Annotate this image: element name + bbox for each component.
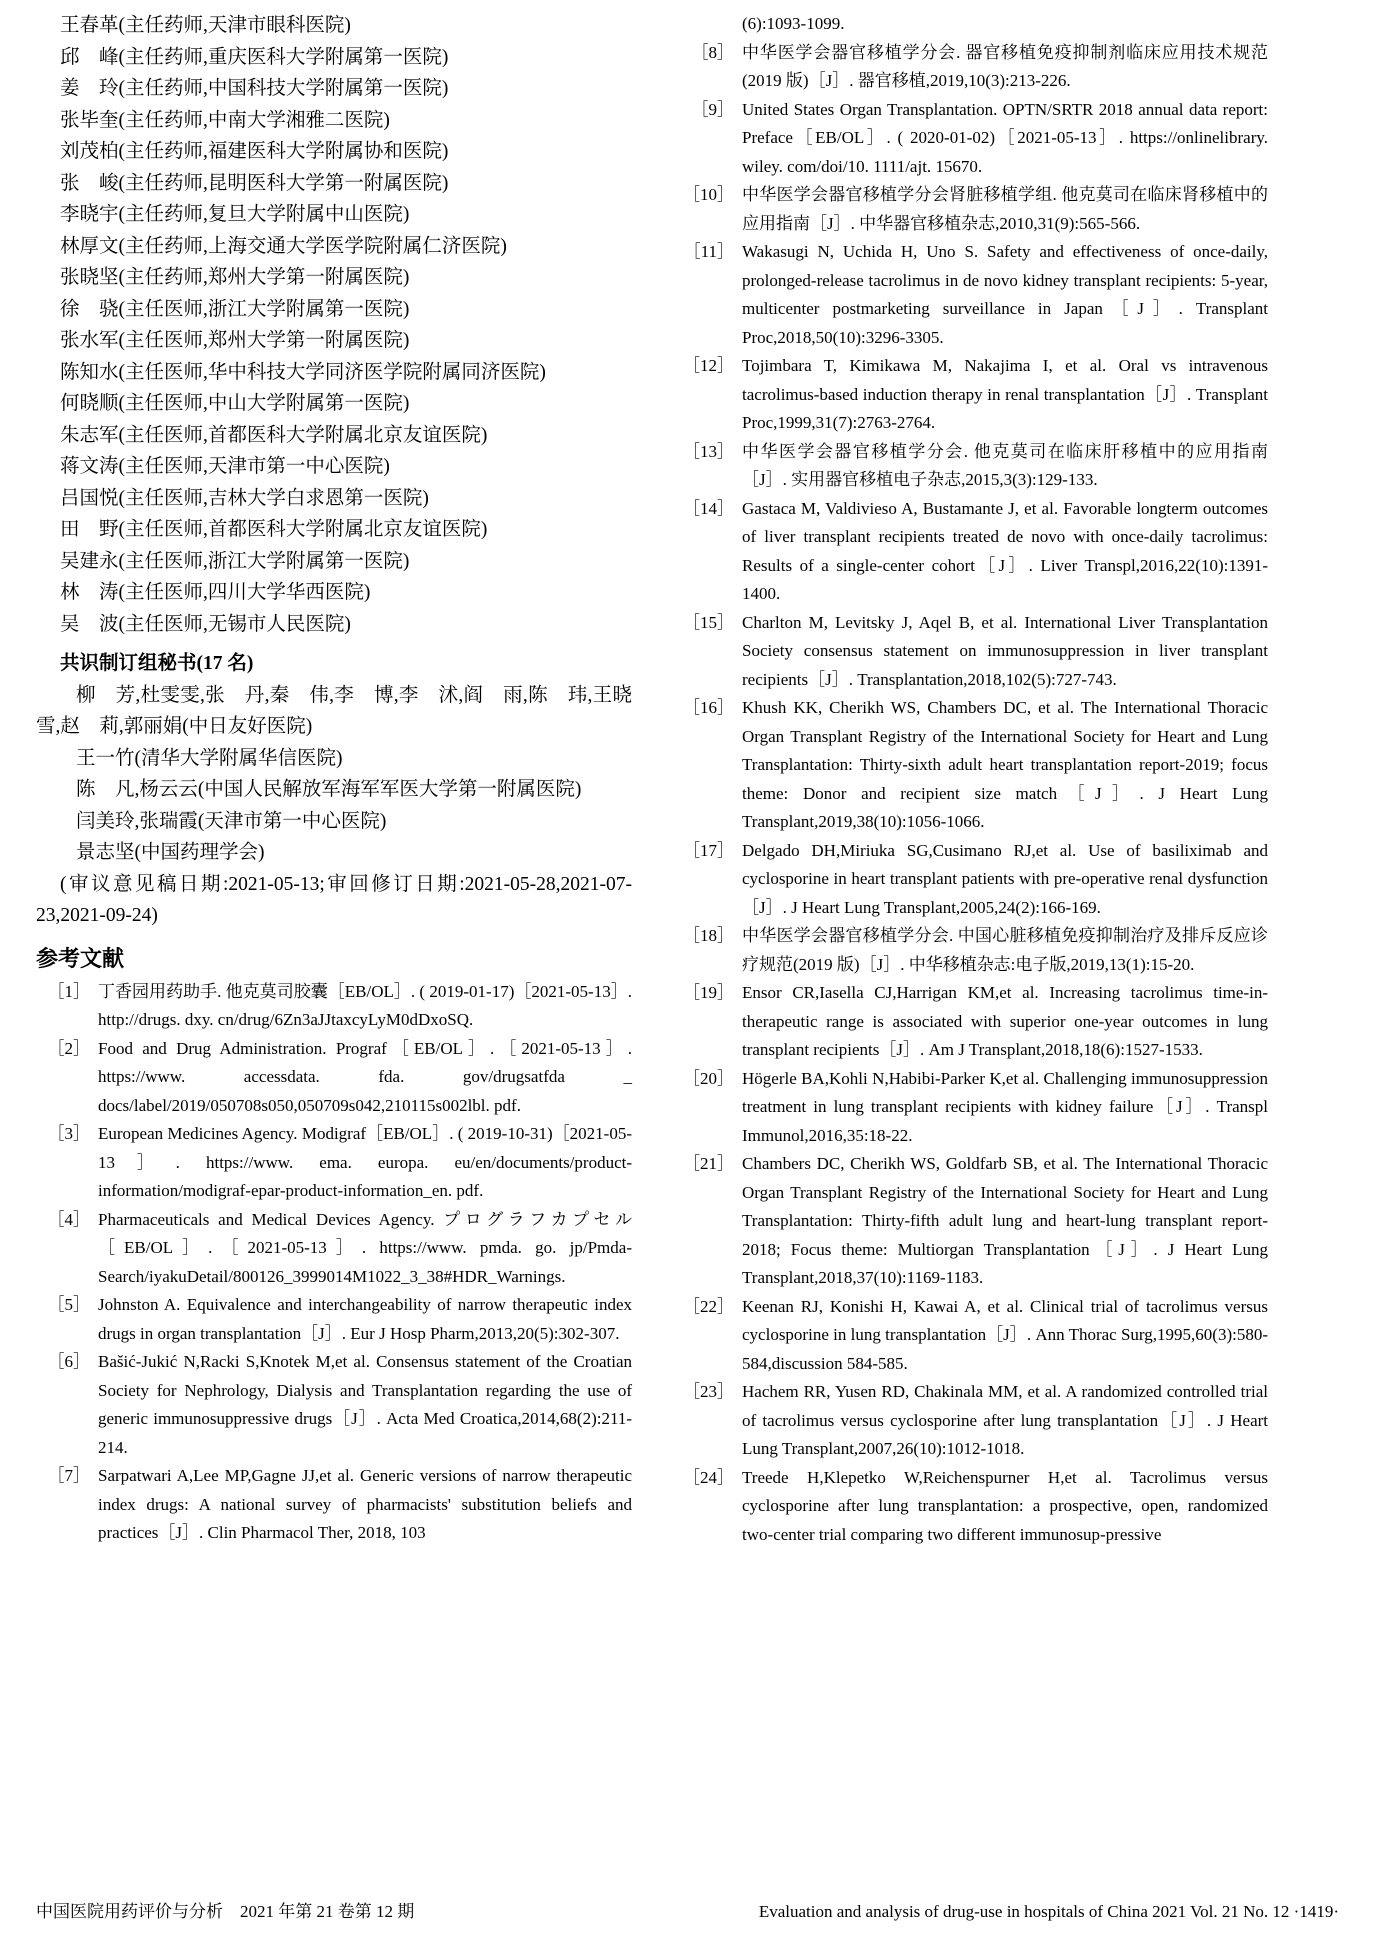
list-item: 田 野(主任医师,首都医科大学附属北京友谊医院) — [60, 519, 488, 540]
list-item: 吕国悦(主任医师,吉林大学白求恩第一医院) — [60, 487, 429, 509]
secretary-paragraph: 闫美玲,张瑞霞(天津市第一中心医院) — [76, 810, 387, 832]
reference-text: European Medicines Agency. Modigraf［EB/OL］. ( 2019-10-31)［2021-05-13］. https://www. ema. europa. eu/en/documents/product-information/modigraf-epar-product-information_en. pdf. — [98, 1124, 632, 1200]
secretary-heading: 共识制订组秘书(17 名) — [60, 653, 254, 674]
reference-text: Charlton M, Levitsky J, Aqel B, et al. International Liver Transplantation Society consensus statement on immunosuppression in liver transplant recipients［J］. Transplantation,2018,102(5):727-743. — [742, 612, 1268, 689]
reference-number: ［3］ — [47, 1124, 90, 1143]
list-item: 吴建永(主任医师,浙江大学附属第一医院) — [60, 550, 410, 572]
list-item: 王春革(主任药师,天津市眼科医院) — [60, 15, 351, 36]
list-item: 林 涛(主任医师,四川大学华西医院) — [60, 582, 371, 603]
reference-text: Delgado DH,Miriuka SG,Cusimano RJ,et al. Use of basiliximab and cyclosporine in heart transplant patients with pre-operative renal dysfunction［J］. J Heart Lung Transplant,2005,24(2):166-169. — [742, 840, 1268, 917]
reference-text: 中华医学会器官移植学分会. 器官移植免疫抑制剂临床应用技术规范(2019 版)［J］. 器官移植,2019,10(3):213-226. — [742, 42, 1268, 90]
reference-number: ［1］ — [47, 981, 90, 1001]
reference-number: ［21］ — [683, 1154, 734, 1173]
right-column — [672, 10, 1268, 1850]
reference-list-right — [672, 39, 1268, 1550]
reference-item — [36, 1291, 632, 1348]
reference-text: Wakasugi N, Uchida H, Uno S. Safety and effectiveness of once-daily, prolonged-release tacrolimus in de novo kidney transplant recipients: 5-year, multicenter postmarketing surveillance in Japan［J］. Transplant Proc,2018,50(10):3296-3305. — [742, 242, 1268, 347]
reference-number: ［13］ — [683, 441, 734, 461]
reference-text: Treede H,Klepetko W,Reichenspurner H,et al. Tacrolimus versus cyclosporine after lung transplantation: a prospective, open, randomized two-center trial comparing two different immunosup-pressive — [742, 1467, 1268, 1544]
reference-text: Hachem RR, Yusen RD, Chakinala MM, et al. A randomized controlled trial of tacrolimus versus cyclosporine after lung transplantation［J］. J Heart Lung Transplant,2007,26(10):1012-1018. — [742, 1382, 1268, 1458]
reference-item — [672, 609, 1268, 695]
reference-number: ［17］ — [683, 840, 734, 860]
list-item: 蒋文涛(主任医师,天津市第一中心医院) — [60, 456, 390, 477]
footer-journal-en: Evaluation and analysis of drug-use in hospitals of China 2021 Vol. 21 No. 12 ·1419· — [758, 1902, 1339, 1921]
reference-text: Högerle BA,Kohli N,Habibi-Parker K,et al. Challenging immunosuppression treatment in lung transplant recipients with kidney failure［J］. Transpl Immunol,2016,35:18-22. — [742, 1068, 1268, 1145]
reference-text: Chambers DC, Cherikh WS, Goldfarb SB, et al. The International Thoracic Organ Transplant Registry of the International Society for Heart and Lung Transplantation: Thirty-fifth adult lung and heart-lung transplant report-2018; Focus theme: Multiorgan Transplantation［J］. J Heart Lung Transplant,2018,37(10):1169-1183. — [742, 1154, 1268, 1287]
reference-number: ［7］ — [47, 1466, 90, 1485]
list-item: 何晓顺(主任医师,中山大学附属第一医院) — [60, 393, 410, 414]
reference-number: ［16］ — [683, 698, 734, 717]
secretary-paragraph: 柳 芳,杜雯雯,张 丹,秦 伟,李 博,李 沭,阎 雨,陈 玮,王晓雪,赵 莉,郭丽娟(中日友好医院) — [36, 684, 632, 737]
reference-number: ［6］ — [47, 1352, 90, 1371]
date-note: (审议意见稿日期:2021-05-13;审回修订日期:2021-05-28,2021-07-23,2021-09-24) — [36, 873, 632, 926]
reference-text: Johnston A. Equivalence and interchangeability of narrow therapeutic index drugs in organ transplantation［J］. Eur J Hosp Pharm,2013,20(5):302-307. — [98, 1295, 632, 1343]
reference-text: Khush KK, Cherikh WS, Chambers DC, et al. The International Thoracic Organ Transplant Registry of the International Society for Heart and Lung Transplantation: Thirty-sixth adult heart transplantation report-2019; focus theme: Donor and recipient size match［J］. J Heart Lung Transplant,2019,38(10):1056-1066. — [742, 698, 1268, 831]
reference-text: Keenan RJ, Konishi H, Kawai A, et al. Clinical trial of tacrolimus versus cyclosporine in lung transplantation［J］. Ann Thorac Surg,1995,60(3):580-584,discussion 584-585. — [742, 1296, 1268, 1373]
reference-text: Gastaca M, Valdivieso A, Bustamante J, et al. Favorable longterm outcomes of liver transplant recipients treated de novo with once-daily tacrolimus: Results of a single-center cohort［J］. Liver Transpl,2016,22(10):1391-1400. — [742, 498, 1268, 603]
list-item: 邱 峰(主任药师,重庆医科大学附属第一医院) — [60, 46, 449, 68]
reference-text: 丁香园用药助手. 他克莫司胶囊［EB/OL］. ( 2019-01-17)［2021-05-13］. http://drugs. dxy. cn/drug/6Zn3aJJtaxcyLyM0dDxoSQ. — [98, 981, 632, 1029]
reference-item — [672, 96, 1268, 182]
list-item: 陈知水(主任医师,华中科技大学同济医学院附属同济医院) — [60, 361, 546, 383]
reference-number: ［15］ — [683, 612, 734, 632]
reference-text: Tojimbara T, Kimikawa M, Nakajima I, et al. Oral vs intravenous tacrolimus-based induction therapy in renal transplantation［J］. Transplant Proc,1999,31(7):2763-2764. — [742, 356, 1268, 432]
reference-number: ［23］ — [683, 1382, 734, 1401]
reference-item — [672, 837, 1268, 923]
reference-number: ［4］ — [47, 1209, 90, 1229]
reference-item — [672, 495, 1268, 609]
reference-item — [672, 352, 1268, 438]
reference-text: 中华医学会器官移植学分会. 中国心脏移植免疫抑制治疗及排斥反应诊疗规范(2019 版)［J］. 中华移植杂志:电子版,2019,13(1):15-20. — [742, 926, 1268, 974]
reference-number: ［24］ — [683, 1467, 734, 1487]
reference-number: ［22］ — [683, 1296, 734, 1316]
reference-number: ［2］ — [47, 1038, 90, 1058]
list-item: 李晓宇(主任药师,复旦大学附属中山医院) — [60, 204, 410, 225]
reference-item — [672, 1065, 1268, 1151]
reference-text: Sarpatwari A,Lee MP,Gagne JJ,et al. Generic versions of narrow therapeutic index drugs: A national survey of pharmacists' substitution beliefs and practices［J］. Clin Pharmacol Ther, 2018, 103 — [98, 1466, 632, 1542]
reference-item — [672, 1378, 1268, 1464]
secretary-paragraph: 陈 凡,杨云云(中国人民解放军海军军医大学第一附属医院) — [76, 779, 582, 800]
reference-number: ［5］ — [47, 1295, 90, 1314]
reference-number: ［19］ — [683, 983, 734, 1002]
reference-item — [672, 438, 1268, 495]
reference-number: ［12］ — [683, 356, 734, 375]
reference-item — [672, 1150, 1268, 1293]
reference-text: (6):1093-1099. — [742, 14, 845, 33]
reference-number: ［14］ — [683, 498, 734, 518]
reference-item — [36, 1035, 632, 1121]
reference-number: ［8］ — [691, 42, 734, 62]
reference-item — [672, 979, 1268, 1065]
reference-item — [672, 238, 1268, 352]
list-item: 张晓坚(主任药师,郑州大学第一附属医院) — [60, 267, 410, 288]
reference-text: United States Organ Transplantation. OPTN/SRTR 2018 annual data report: Preface［EB/OL］. ( 2020-01-02)［2021-05-13］. https://onlinelibrary. wiley. com/doi/10. 1111/ajt. 15670. — [742, 99, 1268, 176]
reference-continuation — [672, 10, 1268, 39]
reference-text: Food and Drug Administration. Prograf［EB/OL］.［2021-05-13］. https://www. accessdata. fda. gov/drugsatfda _ docs/label/2019/050708s050,050709s042,210115s002lbl. pdf. — [98, 1038, 632, 1115]
reference-number: ［11］ — [683, 242, 734, 261]
list-item: 徐 骁(主任医师,浙江大学附属第一医院) — [60, 298, 410, 320]
left-column — [36, 10, 632, 1850]
reference-item — [672, 181, 1268, 238]
two-column-layout — [36, 10, 1339, 1850]
list-item: 张 峻(主任药师,昆明医科大学第一附属医院) — [60, 172, 449, 194]
reference-text: 中华医学会器官移植学分会. 他克莫司在临床肝移植中的应用指南［J］. 实用器官移植电子杂志,2015,3(3):129-133. — [742, 441, 1268, 489]
reference-item — [36, 978, 632, 1035]
secretary-paragraph: 王一竹(清华大学附属华信医院) — [76, 747, 343, 769]
reference-number: ［9］ — [691, 99, 734, 119]
reference-item — [672, 1293, 1268, 1379]
list-item: 林厚文(主任药师,上海交通大学医学院附属仁济医院) — [60, 235, 507, 257]
reference-text: Bašić-Jukić N,Racki S,Knotek M,et al. Consensus statement of the Croatian Society for Nephrology, Dialysis and Transplantation regarding the use of generic immunosuppressive drugs［J］. Acta Med Croatica,2014,68(2):211-214. — [98, 1352, 632, 1457]
list-item: 姜 玲(主任药师,中国科技大学附属第一医院) — [60, 78, 449, 99]
list-item: 朱志军(主任医师,首都医科大学附属北京友谊医院) — [60, 424, 488, 446]
expert-list — [36, 10, 632, 640]
reference-text: Ensor CR,Iasella CJ,Harrigan KM,et al. Increasing tacrolimus time-in-therapeutic range is associated with superior one-year outcomes in lung transplant recipients［J］. Am J Transplant,2018,18(6):1527-1533. — [742, 983, 1268, 1059]
reference-item — [36, 1462, 632, 1548]
reference-text: Pharmaceuticals and Medical Devices Agency. プログラフカプセル［EB/OL］.［2021-05-13］. https://www. pmda. go. jp/Pmda-Search/iyakuDetail/800126_3999014M1022_3_38#HDR_Warnings. — [98, 1209, 632, 1286]
reference-item — [36, 1348, 632, 1462]
reference-number: ［20］ — [683, 1068, 734, 1088]
list-item: 张毕奎(主任药师,中南大学湘雅二医院) — [60, 109, 390, 131]
list-item: 吴 波(主任医师,无锡市人民医院) — [60, 613, 351, 635]
reference-item — [672, 1464, 1268, 1550]
reference-number: ［10］ — [683, 185, 734, 204]
reference-item — [36, 1120, 632, 1206]
page-footer — [36, 1897, 1339, 1922]
secretary-paragraph: 景志坚(中国药理学会) — [76, 842, 265, 863]
reference-list-left — [36, 978, 632, 1548]
reference-item — [672, 39, 1268, 96]
reference-item — [672, 922, 1268, 979]
reference-number: ［18］ — [683, 926, 734, 945]
reference-item — [36, 1206, 632, 1292]
footer-journal-cn: 中国医院用药评价与分析 2021 年第 21 卷第 12 期 — [36, 1902, 415, 1921]
reference-text: 中华医学会器官移植学分会肾脏移植学组. 他克莫司在临床肾移植中的应用指南［J］. 中华器官移植杂志,2010,31(9):565-566. — [742, 185, 1268, 233]
reference-item — [672, 694, 1268, 837]
references-heading: 参考文献 — [36, 945, 125, 971]
list-item: 刘茂柏(主任药师,福建医科大学附属协和医院) — [60, 141, 449, 162]
list-item: 张水军(主任医师,郑州大学第一附属医院) — [60, 330, 410, 351]
